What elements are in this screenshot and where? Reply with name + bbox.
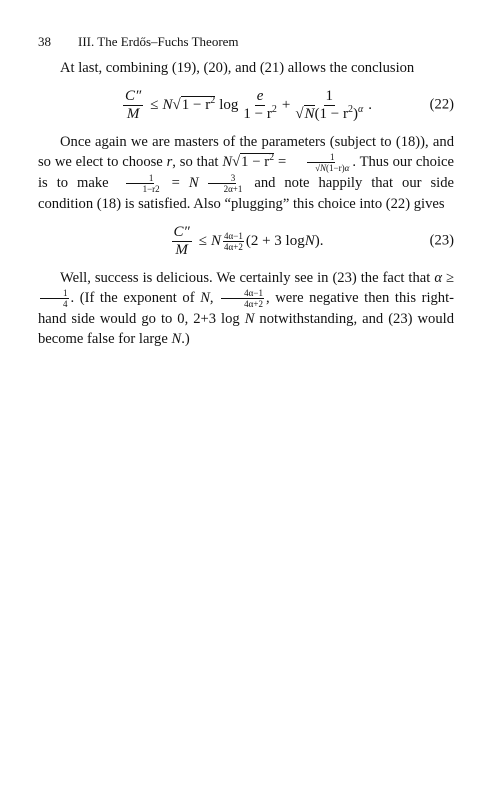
running-title: III. The Erdős–Fuchs Theorem (78, 34, 239, 49)
equation-number-23: (23) (429, 232, 454, 249)
paragraph-1: At last, combining (19), (20), and (21) allows the conclusion (60, 60, 415, 76)
eq22-fraction-2: $\frac{1}{√N(1 - r^2)^\alpha}$ (295, 87, 364, 122)
equation-22: $\frac{C''}{M}$ ≤ N √ $1 - r^2$ log $\frac{e}{1 - r^2}$ + $\frac{1}{√N(1 - r^2)^\alpha}$ . (22) (124, 87, 454, 122)
paragraph-2: Once again we are masters of the parameters (subject to (18)), and so we elect to choose r, so that $N√1 - r^2$ = $\frac{1}{√N(1-r)\alpha}$ . Thus our choice is to make $\frac{1}{1-r2}$ = N $\frac{3}{2\alpha+1}$ and note happily that our side condition (18) is satisfied. Also “plugging” this choice into (22) gives (38, 134, 454, 213)
equation-23: $\frac{C''}{M}$ ≤ N 4α−1 4α+2 (2 + 3 log N ). (23) (173, 223, 454, 258)
paragraph-3: Well, success is delicious. We certainly see in (23) the fact that α ≥ $\frac{1}{4}$ . (If the exponent of N, $\frac{4\alpha-1}{4\alpha+2}$ , were negative then this right-hand side would go to 0, 2+3 log N notwithstanding, and (23) would become false for large N.) (38, 270, 455, 348)
eq23-lhs: $\frac{C''}{M}$ (173, 223, 190, 258)
eq22-lhs: $\frac{C''}{M}$ (124, 87, 142, 122)
eq22-radicand: $1 - r^2$ (181, 95, 216, 113)
eq23-exponent: 4α−1 4α+2 (224, 230, 243, 252)
running-header (38, 34, 454, 50)
page-number: 38 (38, 34, 51, 49)
page (38, 34, 454, 349)
equation-number-22: (22) (429, 96, 454, 113)
eq22-fraction-1: $\frac{e}{1 - r^2}$ (243, 87, 277, 122)
